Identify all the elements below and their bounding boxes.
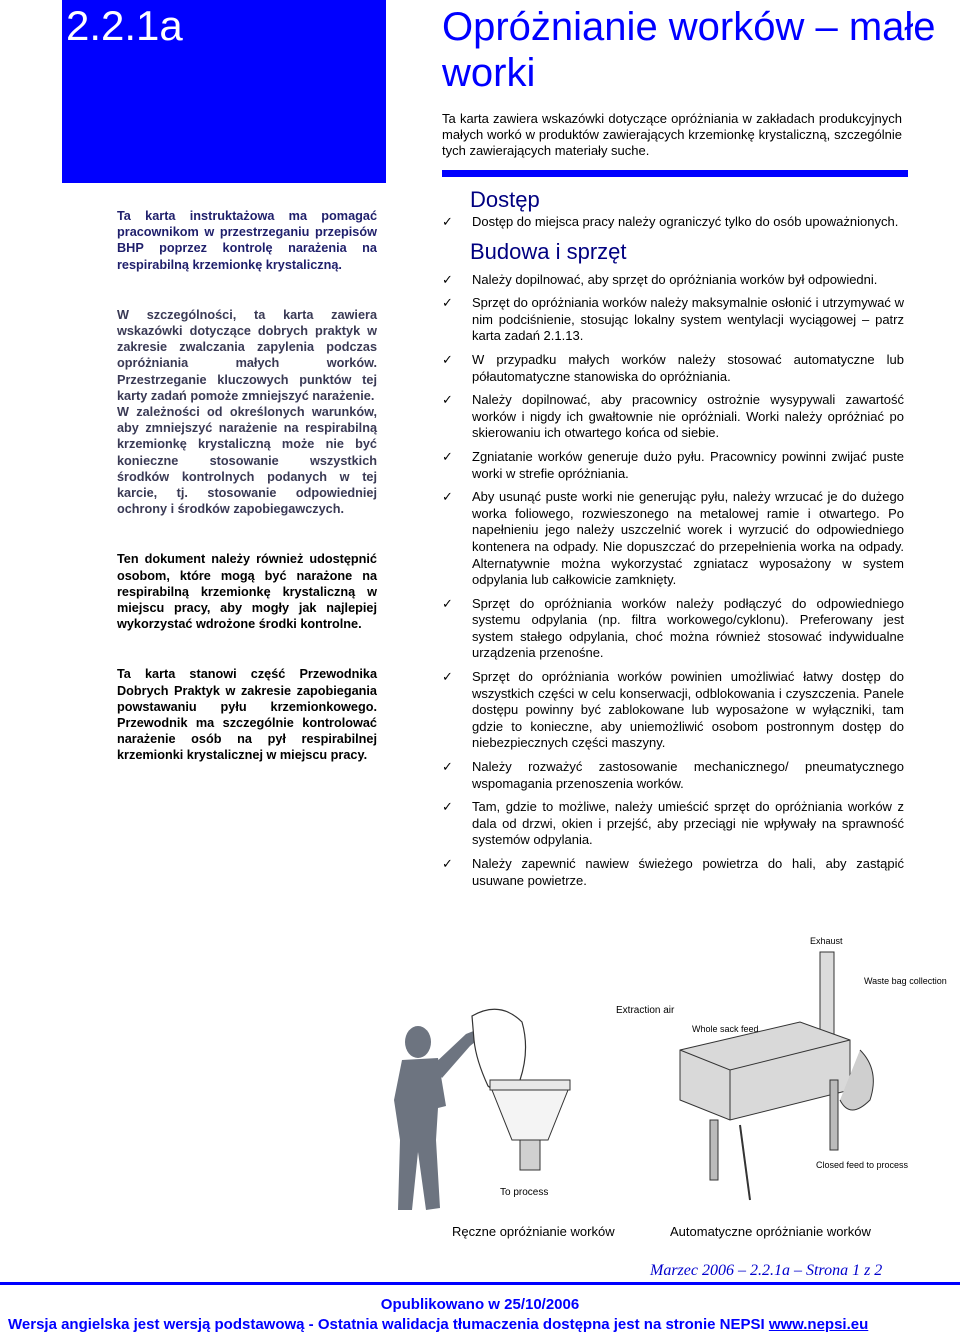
label-whole-sack: Whole sack feed bbox=[692, 1024, 759, 1034]
caption-automatic: Automatyczne opróżnianie worków bbox=[670, 1224, 871, 1239]
footer-divider bbox=[0, 1282, 960, 1285]
footer-date: Marzec 2006 – 2.2.1a – Strona 1 z 2 bbox=[650, 1262, 883, 1279]
card-code: 2.2.1a bbox=[66, 2, 183, 49]
list-item: ✓ Aby usunąć puste worki nie generując pyłu, należy wrzucać je do dużego worka foliowego, rozwieszonego na metalowej ramie i otwartego. Po napełnieniu jego należy uszczelnić worek i wyrzucić do odpowiedniego kontenera na odpady. Nie dopuszczać do przepełnienia worka na odpady. Alternatywnie można wykorzystać zgniatacz wyposażony w system odpylania lub całkowicie zamknięty. bbox=[442, 489, 904, 588]
check-icon: ✓ bbox=[442, 759, 453, 775]
equipment-list bbox=[442, 272, 904, 890]
list-item: ✓ Dostęp do miejsca pracy należy ograniczyć tylko do osób upoważnionych. bbox=[442, 214, 899, 229]
label-closed-feed: Closed feed to process bbox=[816, 1160, 909, 1170]
left-paragraph-guide: Ta karta stanowi część Przewodnika Dobrych Praktyk w zakresie zapobiegania powstawaniu pyłu krzemionkowego. Przewodnik ma szczególnie kontrolować narażenie osób na pył respirabilnej krzemionki krystalicznej w miejscu pracy. bbox=[117, 667, 377, 763]
footer-note bbox=[8, 1316, 868, 1333]
check-icon: ✓ bbox=[442, 392, 453, 408]
left-paragraph-purpose: Ta karta instruktażowa ma pomagać pracownikom w przestrzeganiu przepisów BHP poprzez kontrolę narażenia na respirabilną krzemionkę krystaliczną. bbox=[117, 209, 377, 272]
label-waste-bag: Waste bag collection bbox=[864, 976, 947, 986]
check-icon: ✓ bbox=[442, 595, 453, 611]
access-list bbox=[442, 214, 904, 231]
nepsi-link[interactable]: www.nepsi.eu bbox=[768, 1316, 869, 1333]
list-item: ✓ Sprzęt do opróżniania worków powinien umożliwiać łatwy dostęp do wszystkich części w celu konserwacji, odblokowania i czyszczenia. Panele dostępu powinny być zablokowane lub wyposażone w wyłączniki, tam gdzie to konieczne, aby uniemożliwić osobom postronnym dostęp do niebezpiecznych części maszyny. bbox=[442, 669, 904, 751]
bag-emptying-illustration bbox=[380, 930, 947, 1220]
check-icon: ✓ bbox=[442, 799, 453, 815]
worker-silhouette bbox=[394, 1026, 480, 1210]
section-heading-equipment: Budowa i sprzęt bbox=[470, 238, 627, 264]
check-icon: ✓ bbox=[442, 669, 453, 685]
label-extraction-air: Extraction air bbox=[616, 1005, 675, 1016]
list-item: ✓ Tam, gdzie to możliwe, należy umieścić sprzęt do opróżniania worków z dala od drzwi, okien i przejść, aby przeciągi nie wpływały na sprawność systemów odpylania. bbox=[442, 799, 904, 848]
sack-shape bbox=[472, 1009, 526, 1092]
list-item: ✓ Należy dopilnować, aby pracownicy ostrożnie wysypywali zawartość worków i nigdy ich gwałtownie nie opróżniali. Worki należy opróżniać po skierowaniu ich otwartego końca od siebie. bbox=[442, 392, 904, 441]
left-column bbox=[117, 208, 377, 764]
label-exhaust: Exhaust bbox=[810, 936, 843, 946]
footer-published: Opublikowano w 25/10/2006 bbox=[380, 1296, 580, 1313]
check-icon: ✓ bbox=[442, 448, 453, 464]
footer-note-text: Wersja angielska jest wersją podstawową - Ostatnia walidacja tłumaczenia dostępna jest na stronie NEPSI bbox=[8, 1316, 769, 1333]
check-icon: ✓ bbox=[442, 214, 453, 229]
section-heading-access: Dostęp bbox=[470, 187, 540, 212]
check-icon: ✓ bbox=[442, 271, 453, 287]
list-item: ✓ Należy zapewnić nawiew świeżego powietrza do hali, aby zastąpić usuwane powietrze. bbox=[442, 856, 904, 888]
page-title: Opróżnianie worków – małe worki bbox=[442, 5, 936, 95]
label-to-process: To process bbox=[500, 1187, 549, 1198]
left-paragraph-scope: W szczególności, ta karta zawiera wskazówki dotyczące dobrych praktyk w zakresie zwalczania zapylenia podczas opróżniania małych worków. Przestrzeganie kluczowych punktów tej karty zadań pomoże zmniejszyć narażenie. bbox=[117, 307, 377, 403]
list-item: ✓ Sprzęt do opróżniania worków należy podłączyć do odpowiedniego systemu odpylania (np. filtra workowego/cyklonu). Preferowany jest system stałego odpylania, choć można również stosować indywidualne urządzenia przenośne. bbox=[442, 595, 904, 661]
list-item: ✓ Należy dopilnować, aby sprzęt do opróżniania worków był odpowiedni. bbox=[442, 271, 878, 287]
manual-hopper bbox=[490, 1080, 570, 1170]
check-icon: ✓ bbox=[442, 295, 453, 311]
check-icon: ✓ bbox=[442, 351, 453, 367]
left-paragraph-conditions: W zależności od określonych warunków, aby zmniejszyć narażenie na respirabilną krzemionkę krystaliczną może nie być konieczne stosowanie wszystkich środków kontrolnych podanych w tej karcie, tj. stosowanie odpowiedniej ochrony i środków zapobiegawczych. bbox=[117, 405, 377, 517]
list-item: ✓ Zgniatanie worków generuje dużo pyłu. Pracownicy powinni zwijać puste worki w strefie opróżniania. bbox=[442, 448, 904, 481]
intro-text: Ta karta zawiera wskazówki dotyczące opróżniania w zakładach produkcyjnych małych workó w produktów zawierających krzemionkę krystaliczną, szczególnie tych zawierających materiały suche. bbox=[442, 111, 902, 158]
check-icon: ✓ bbox=[442, 856, 453, 871]
list-item: ✓ W przypadku małych worków należy stosować automatyczne lub półautomatyczne stanowiska do opróżniania. bbox=[442, 351, 904, 384]
list-item: ✓ Sprzęt do opróżniania worków należy maksymalnie osłonić i utrzymywać w nim podciśnienie, stosując lokalny system wentylacji wyciągowej – patrz karta zadań 2.1.13. bbox=[442, 295, 904, 344]
caption-manual: Ręczne opróżnianie worków bbox=[452, 1224, 615, 1239]
check-icon: ✓ bbox=[442, 489, 453, 505]
list-item: ✓ Należy rozważyć zastosowanie mechanicznego/ pneumatycznego wspomagania przenoszenia worków. bbox=[442, 759, 904, 791]
header-divider bbox=[442, 170, 908, 177]
left-paragraph-distribution: Ten dokument należy również udostępnić osobom, które mogą być narażone na respirabilną krzemionkę krystaliczną w miejscu pracy, aby mogły jak najlepiej wykorzystać wdrożone środki kontrolne. bbox=[117, 552, 377, 632]
right-column bbox=[442, 186, 904, 896]
